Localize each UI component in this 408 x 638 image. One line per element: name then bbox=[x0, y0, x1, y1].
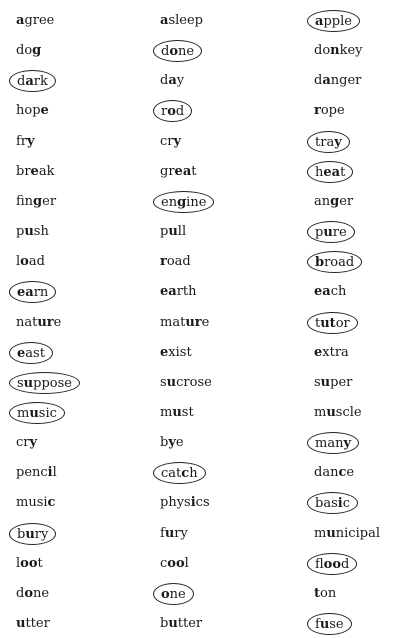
bold-letters: o bbox=[169, 44, 178, 60]
bold-letters: e bbox=[17, 345, 26, 361]
bold-letters: u bbox=[24, 224, 34, 239]
word: push bbox=[16, 224, 49, 239]
bold-letters: o bbox=[167, 104, 176, 120]
circled-word: fuse bbox=[307, 613, 352, 635]
word: cry bbox=[160, 133, 182, 149]
word: day bbox=[160, 73, 185, 89]
circled-word: earn bbox=[9, 281, 56, 303]
bold-letters: u bbox=[164, 525, 175, 541]
word: nature bbox=[16, 314, 62, 330]
bold-letters: ur bbox=[37, 314, 54, 330]
bold-letters: e bbox=[40, 103, 49, 119]
bold-letters: r bbox=[314, 103, 321, 119]
circled-word: rod bbox=[153, 100, 192, 122]
word: rope bbox=[314, 103, 345, 119]
word: ton bbox=[314, 585, 337, 601]
circled-word: heat bbox=[307, 161, 353, 183]
circled-word: flood bbox=[307, 553, 357, 575]
bold-letters: o bbox=[24, 585, 33, 601]
bold-letters: oo bbox=[323, 556, 342, 572]
word: earth bbox=[160, 284, 197, 300]
bold-letters: n bbox=[330, 43, 340, 59]
bold-letters: i bbox=[337, 496, 343, 512]
bold-letters: a bbox=[16, 13, 25, 28]
bold-letters: y bbox=[343, 436, 352, 452]
bold-letters: i bbox=[47, 465, 53, 481]
bold-letters: a bbox=[160, 13, 169, 28]
circled-word: suppose bbox=[9, 372, 80, 394]
bold-letters: u bbox=[319, 617, 330, 632]
word: fury bbox=[160, 525, 188, 541]
word: pull bbox=[160, 224, 187, 239]
bold-letters: u bbox=[25, 526, 35, 542]
bold-letters: a bbox=[315, 14, 324, 29]
circled-word: east bbox=[9, 342, 53, 364]
word: exist bbox=[160, 344, 192, 360]
circled-word: one bbox=[153, 583, 194, 605]
bold-letters: ea bbox=[174, 163, 192, 179]
bold-letters: a bbox=[25, 74, 34, 90]
bold-letters: u bbox=[23, 375, 34, 391]
word: municipal bbox=[314, 525, 380, 541]
circled-word: engine bbox=[153, 191, 214, 213]
bold-letters: u bbox=[16, 616, 26, 631]
circled-word: dark bbox=[9, 70, 56, 92]
circled-word: music bbox=[9, 402, 65, 424]
word: agree bbox=[16, 13, 55, 28]
word: muscle bbox=[314, 404, 362, 420]
bold-letters: g bbox=[330, 193, 340, 209]
bold-letters: e bbox=[314, 344, 323, 360]
bold-letters: c bbox=[181, 466, 190, 482]
word: cool bbox=[160, 555, 189, 571]
bold-letters: o bbox=[161, 586, 170, 602]
bold-letters: o bbox=[20, 254, 29, 270]
bold-letters: c bbox=[47, 495, 56, 511]
word: extra bbox=[314, 344, 349, 360]
bold-letters: i bbox=[190, 495, 196, 511]
bold-letters: u bbox=[326, 525, 336, 541]
bold-letters: r bbox=[160, 254, 167, 270]
bold-letters: g bbox=[33, 193, 43, 209]
bold-letters: y bbox=[334, 134, 342, 150]
bold-letters: u bbox=[172, 404, 182, 420]
circled-word: catch bbox=[153, 462, 206, 484]
circled-word: bury bbox=[9, 523, 56, 545]
word: great bbox=[160, 163, 197, 179]
word: done bbox=[16, 585, 50, 601]
bold-letters: y bbox=[29, 435, 38, 451]
word: super bbox=[314, 374, 353, 390]
circled-word: tray bbox=[307, 131, 350, 153]
word: bye bbox=[160, 435, 184, 451]
bold-letters: y bbox=[173, 133, 182, 149]
word: donkey bbox=[314, 43, 363, 59]
bold-letters: g bbox=[32, 43, 42, 59]
bold-letters: ea bbox=[314, 284, 331, 300]
word: music bbox=[16, 495, 56, 511]
bold-letters: oo bbox=[20, 555, 38, 571]
bold-letters: u bbox=[166, 374, 177, 390]
word: road bbox=[160, 254, 191, 270]
circled-word: pure bbox=[307, 221, 355, 243]
word: mature bbox=[160, 314, 210, 330]
bold-letters: b bbox=[315, 255, 325, 271]
word: dog bbox=[16, 43, 42, 59]
word: asleep bbox=[160, 13, 203, 28]
circled-word: tutor bbox=[307, 312, 358, 334]
word: dance bbox=[314, 465, 355, 481]
bold-letters: e bbox=[30, 163, 39, 179]
word: finger bbox=[16, 193, 57, 209]
bold-letters: u bbox=[320, 374, 331, 390]
word: each bbox=[314, 284, 347, 300]
word: butter bbox=[160, 616, 203, 631]
bold-letters: u bbox=[168, 224, 178, 239]
word: fry bbox=[16, 133, 35, 149]
circled-word: many bbox=[307, 432, 359, 454]
bold-letters: ea bbox=[323, 164, 341, 180]
word: physics bbox=[160, 495, 210, 511]
bold-letters: ur bbox=[185, 314, 202, 330]
bold-letters: oo bbox=[167, 555, 185, 571]
bold-letters: e bbox=[160, 344, 169, 360]
bold-letters: u bbox=[323, 225, 333, 240]
word: utter bbox=[16, 616, 50, 631]
bold-letters: ea bbox=[17, 285, 34, 301]
word: anger bbox=[314, 193, 354, 209]
word: pencil bbox=[16, 465, 57, 481]
bold-letters: ut bbox=[320, 315, 336, 331]
bold-letters: u bbox=[29, 405, 39, 421]
word: danger bbox=[314, 73, 362, 89]
bold-letters: a bbox=[168, 73, 177, 89]
word: must bbox=[160, 404, 194, 420]
bold-letters: c bbox=[338, 465, 347, 481]
circled-word: done bbox=[153, 40, 202, 62]
circled-word: basic bbox=[307, 492, 358, 514]
circled-word: apple bbox=[307, 10, 360, 32]
bold-letters: t bbox=[314, 585, 321, 601]
circled-word: broad bbox=[307, 251, 362, 273]
word: load bbox=[16, 254, 45, 270]
word: cry bbox=[16, 435, 38, 451]
word: break bbox=[16, 163, 55, 179]
bold-letters: ea bbox=[160, 284, 177, 300]
word: loot bbox=[16, 555, 43, 571]
bold-letters: a bbox=[322, 73, 331, 89]
bold-letters: y bbox=[27, 133, 35, 149]
bold-letters: u bbox=[168, 616, 178, 631]
word: hope bbox=[16, 103, 49, 119]
bold-letters: u bbox=[326, 404, 336, 420]
word: sucrose bbox=[160, 374, 212, 390]
bold-letters: y bbox=[168, 435, 176, 451]
bold-letters: g bbox=[177, 194, 187, 210]
